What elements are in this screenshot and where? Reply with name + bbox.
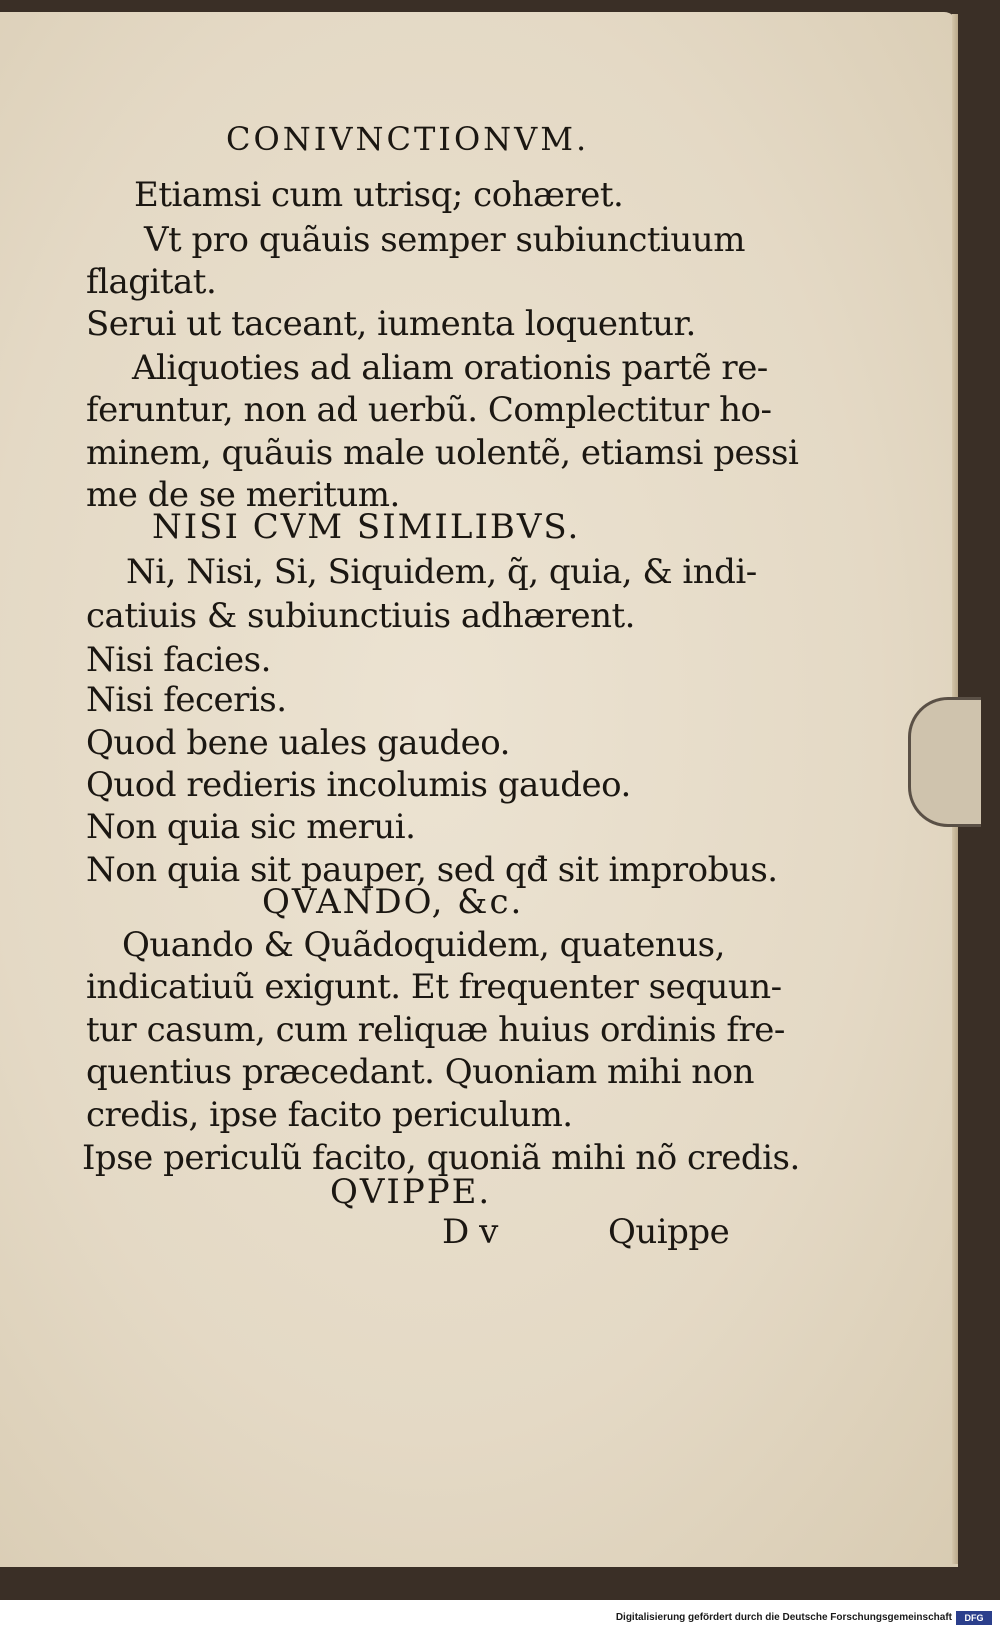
text-line: credis, ipse facito periculum. — [86, 1095, 573, 1135]
running-header: CONIVNCTIONVM. — [226, 120, 590, 158]
text-line: me de se meritum. — [86, 475, 400, 515]
digitization-credit: Digitalisierung gefördert durch die Deutsche Forschungsgemeinschaft — [615, 1612, 952, 1623]
text-line: Quod redieris incolumis gaudeo. — [86, 765, 631, 805]
text-line: Ni, Nisi, Si, Siquidem, q̃, quia, & indi- — [126, 552, 757, 592]
text-line: Non quia sic merui. — [86, 807, 416, 847]
text-line: Etiamsi cum utrisq; cohæret. — [134, 175, 624, 215]
text-line: feruntur, non ad uerbũ. Complectitur ho- — [86, 390, 772, 430]
dfg-logo: DFG — [956, 1611, 992, 1625]
text-line: Vt pro quãuis semper subiunctiuum — [144, 220, 745, 260]
text-line: minem, quãuis male uolentẽ, etiamsi pessi — [86, 433, 799, 473]
text-line: Aliquoties ad aliam orationis partẽ re- — [132, 348, 768, 388]
section-heading: QVANDO, &c. — [262, 882, 524, 922]
text-line: Nisi facies. — [86, 640, 271, 680]
catchword: Quippe — [608, 1212, 730, 1252]
signature-mark: D v — [442, 1212, 498, 1252]
text-line: Quando & Quãdoquidem, quatenus, — [122, 925, 725, 965]
page-clip — [908, 697, 981, 827]
text-line: Non quia sit pauper, sed qđ sit improbus. — [86, 850, 778, 890]
text-line: flagitat. — [86, 262, 217, 302]
text-line: tur casum, cum reliquæ huius ordinis fre- — [86, 1010, 785, 1050]
text-line: Quod bene uales gaudeo. — [86, 723, 510, 763]
text-line: quentius præcedant. Quoniam mihi non — [86, 1052, 755, 1092]
text-line: catiuis & subiunctiuis adhærent. — [86, 596, 635, 636]
text-line: Nisi feceris. — [86, 680, 287, 720]
text-line: Ipse periculũ facito, quoniã mihi nõ credis. — [82, 1138, 800, 1178]
section-heading: QVIPPE. — [330, 1172, 492, 1212]
text-line: indicatiuũ exigunt. Et frequenter sequun- — [86, 967, 782, 1007]
text-line: Serui ut taceant, iumenta loquentur. — [86, 304, 696, 344]
section-heading: NISI CVM SIMILIBVS. — [152, 507, 581, 547]
